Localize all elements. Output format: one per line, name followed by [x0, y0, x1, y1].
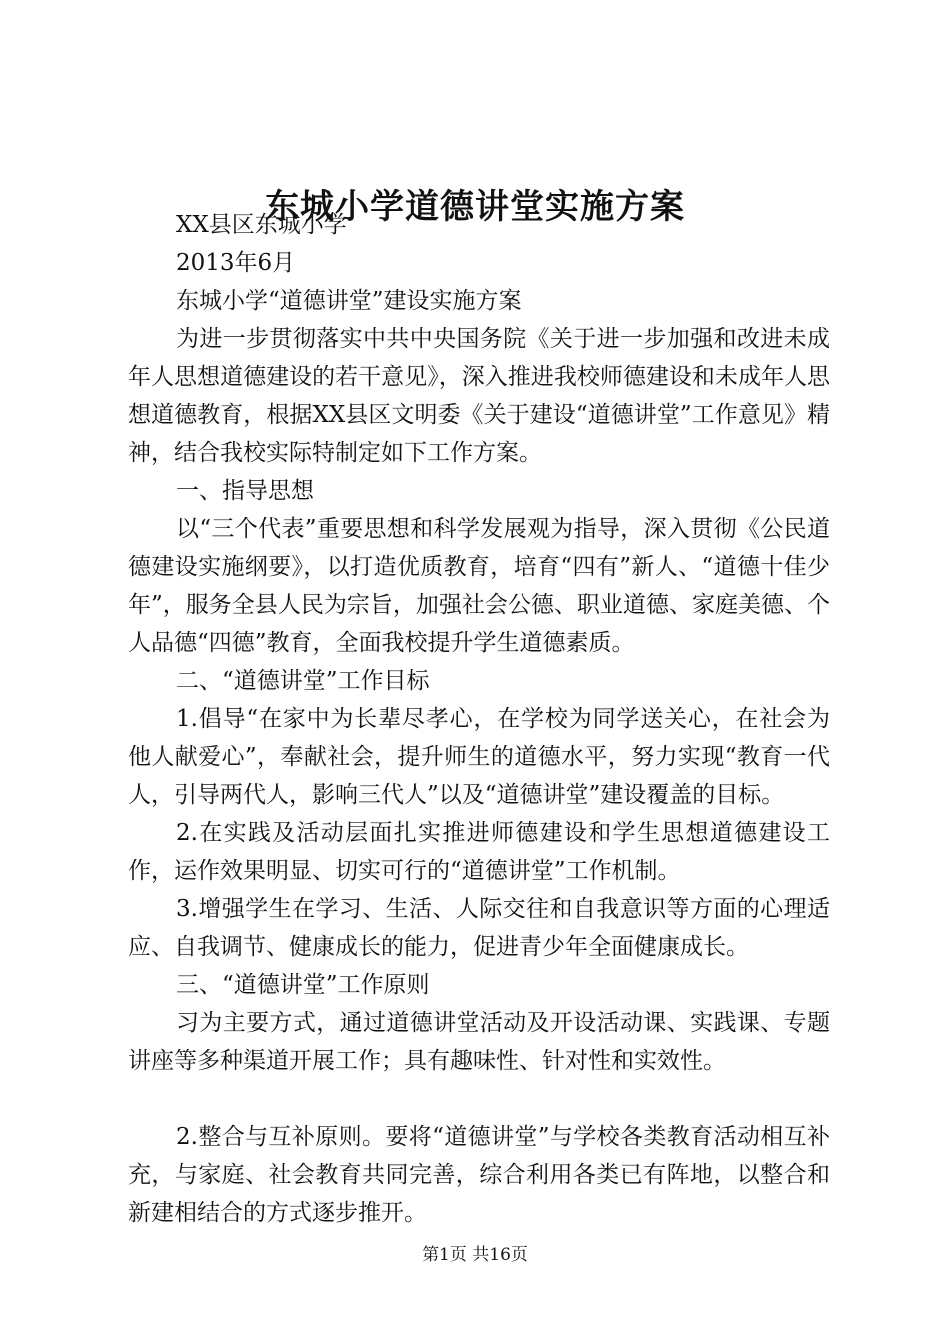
goal-item-1: 1.倡导“在家中为长辈尽孝心，在学校为同学送关心，在社会为他人献爱心”，奉献社会，提升师生的道德水平，努力实现“教育一代人，引导两代人，影响三代人”以及“道德讲堂”建设覆盖的目标。 [128, 706, 830, 808]
principle-item-2: 2.整合与互补原则。要将“道德讲堂”与学校各类教育活动相互补充，与家庭、社会教育共同完善，综合利用各类已有阵地，以整合和新建相结合的方式逐步推开。 [128, 1124, 830, 1226]
section-heading-2: 二、“道德讲堂”工作目标 [176, 668, 430, 694]
section-heading-3: 三、“道德讲堂”工作原则 [176, 972, 430, 998]
document-body [128, 206, 830, 1232]
guiding-ideology-paragraph: 以“三个代表”重要思想和科学发展观为指导，深入贯彻《公民道德建设实施纲要》，以打造优质教育，培育“四有”新人、“道德十佳少年”，服务全县人民为宗旨，加强社会公德、职业道德、家庭美德、个人品德“四德”教育，全面我校提升学生道德素质。 [128, 516, 830, 656]
school-name: XX县区东城小学 [176, 212, 347, 238]
goal-item-3: 3.增强学生在学习、生活、人际交往和自我意识等方面的心理适应、自我调节、健康成长的能力，促进青少年全面健康成长。 [128, 896, 830, 960]
page-footer: 第1页 共16页 [422, 1245, 528, 1265]
goal-item-2: 2.在实践及活动层面扎实推进师德建设和学生思想道德建设工作，运作效果明显、切实可行的“道德讲堂”工作机制。 [128, 820, 830, 884]
document-date: 2013年6月 [176, 250, 296, 276]
plan-subtitle: 东城小学“道德讲堂”建设实施方案 [176, 288, 522, 314]
intro-paragraph: 为进一步贯彻落实中共中央国务院《关于进一步加强和改进未成年人思想道德建设的若干意见》，深入推进我校师德建设和未成年人思想道德教育，根据XX县区文明委《关于建设“道德讲堂”工作意见》精神，结合我校实际特制定如下工作方案。 [128, 326, 830, 466]
document-title: 东城小学道德讲堂实施方案 [265, 187, 685, 227]
section-heading-1: 一、指导思想 [176, 478, 314, 504]
principle-paragraph: 习为主要方式，通过道德讲堂活动及开设活动课、实践课、专题讲座等多种渠道开展工作；具有趣味性、针对性和实效性。 [128, 1010, 830, 1074]
